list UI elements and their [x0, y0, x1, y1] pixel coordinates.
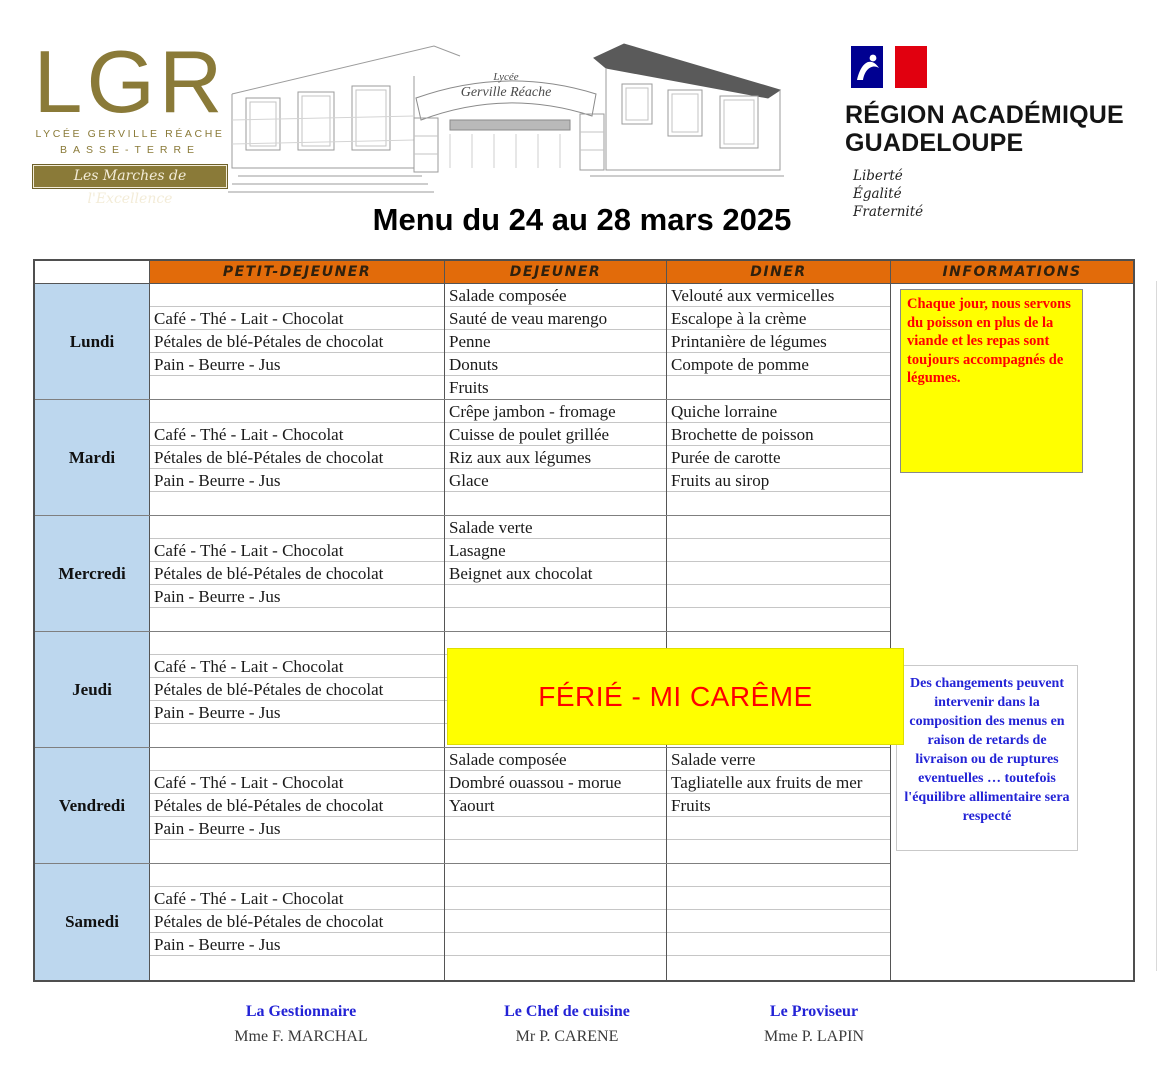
menu-item-empty: [667, 376, 890, 399]
menu-item: Pétales de blé-Pétales de chocolat: [150, 330, 444, 353]
menu-item: Salade verte: [445, 516, 666, 539]
menu-item: Pain - Beurre - Jus: [150, 817, 444, 840]
signature-name: Mr P. CARENE: [515, 1028, 619, 1045]
motto-egalite: Égalité: [853, 186, 902, 202]
menu-table: [33, 259, 1135, 982]
page-title: Menu du 24 au 28 mars 2025: [372, 202, 792, 237]
menu-item: Pain - Beurre - Jus: [150, 585, 444, 608]
menu-item: Escalope à la crème: [667, 307, 890, 330]
menu-item: Brochette de poisson: [667, 423, 890, 446]
menu-item-empty: [150, 516, 444, 539]
signature-title: La Gestionnaire: [245, 1003, 357, 1020]
menu-item-empty: [667, 608, 890, 631]
menu-item: Printanière de légumes: [667, 330, 890, 353]
header-dejeuner: DEJEUNER: [445, 261, 667, 283]
menu-item: Fruits au sirop: [667, 469, 890, 492]
menu-item-empty: [150, 492, 444, 515]
signature-name: Mme P. LAPIN: [763, 1028, 864, 1045]
breakfast-cell: [150, 632, 445, 747]
dinner-cell: [667, 400, 890, 515]
menu-item-empty: [667, 864, 890, 887]
header-diner: DINER: [667, 261, 890, 283]
lgr-school-name: LYCÉE GERVILLE RÉACHE: [35, 128, 225, 140]
menu-item-empty: [445, 585, 666, 608]
corner-cell: [35, 261, 150, 283]
menu-item: Pain - Beurre - Jus: [150, 353, 444, 376]
menu-table-left: [35, 261, 890, 980]
menu-item-empty: [445, 840, 666, 863]
menu-item-empty: [667, 562, 890, 585]
informations-column: [890, 261, 1133, 980]
academy-logo: [845, 46, 1155, 221]
menu-item-empty: [150, 864, 444, 887]
menu-item-empty: [150, 608, 444, 631]
dinner-cell: [667, 864, 890, 980]
menu-item: Riz aux aux légumes: [445, 446, 666, 469]
menu-item: Café - Thé - Lait - Chocolat: [150, 887, 444, 910]
menu-item-empty: [667, 956, 890, 979]
table-header-row: [35, 261, 890, 284]
header-petit-dejeuner: PETIT-DEJEUNER: [150, 261, 445, 283]
menu-item: Penne: [445, 330, 666, 353]
menu-item-empty: [667, 516, 890, 539]
academy-name-line1: RÉGION ACADÉMIQUE: [845, 101, 1124, 129]
menu-item-empty: [445, 933, 666, 956]
menu-item-empty: [445, 817, 666, 840]
lunch-cell: [445, 864, 667, 980]
lgr-motto-banner: Les Marches de l'Excellence: [32, 164, 228, 189]
lunch-cell: [445, 748, 667, 863]
dinner-cell: [667, 748, 890, 863]
holiday-banner: FÉRIÉ - MI CARÊME: [447, 648, 904, 745]
dinner-cell: [667, 516, 890, 631]
lunch-cell: [445, 516, 667, 631]
menu-item-empty: [445, 910, 666, 933]
menu-item-empty: [445, 864, 666, 887]
menu-item: Beignet aux chocolat: [445, 562, 666, 585]
menu-item: Salade composée: [445, 748, 666, 771]
lgr-acronym: LGR: [33, 32, 227, 131]
motto-liberte: Liberté: [853, 168, 903, 184]
day-label: Lundi: [35, 284, 150, 399]
day-label: Vendredi: [35, 748, 150, 863]
menu-item-empty: [667, 840, 890, 863]
menu-item: Glace: [445, 469, 666, 492]
day-label: Jeudi: [35, 632, 150, 747]
day-label: Samedi: [35, 864, 150, 980]
day-label: Mercredi: [35, 516, 150, 631]
menu-item-empty: [667, 887, 890, 910]
menu-item: Crêpe jambon - fromage: [445, 400, 666, 423]
menu-item: Compote de pomme: [667, 353, 890, 376]
french-flag-marianne-icon: [851, 46, 929, 88]
menu-item: Café - Thé - Lait - Chocolat: [150, 539, 444, 562]
menu-item-empty: [667, 817, 890, 840]
menu-item-empty: [445, 887, 666, 910]
menu-item: Sauté de veau marengo: [445, 307, 666, 330]
menu-item: Cuisse de poulet grillée: [445, 423, 666, 446]
signature-title: Le Chef de cuisine: [504, 1003, 630, 1020]
menu-item-empty: [150, 284, 444, 307]
menu-item: Tagliatelle aux fruits de mer: [667, 771, 890, 794]
daily-fish-note: Chaque jour, nous servons du poisson en plus de la viande et les repas sont toujours accompagnés de légumes.: [900, 289, 1083, 473]
menu-item: Purée de carotte: [667, 446, 890, 469]
menu-item-empty: [667, 933, 890, 956]
menu-item: Pétales de blé-Pétales de chocolat: [150, 678, 444, 701]
menu-item-empty: [445, 608, 666, 631]
day-row-mardi: [35, 400, 890, 516]
school-building-drawing: [228, 36, 784, 198]
signature-proviseur: [704, 1003, 924, 1046]
menu-item: Yaourt: [445, 794, 666, 817]
academy-name-line2: GUADELOUPE: [845, 129, 1024, 157]
menu-item: Dombré ouassou - morue: [445, 771, 666, 794]
menu-item: Fruits: [667, 794, 890, 817]
menu-item-empty: [150, 748, 444, 771]
menu-item: Pain - Beurre - Jus: [150, 469, 444, 492]
menu-item: Café - Thé - Lait - Chocolat: [150, 655, 444, 678]
day-label: Mardi: [35, 400, 150, 515]
menu-item: Fruits: [449, 378, 489, 397]
signature-gestionnaire: [191, 1003, 411, 1046]
menu-item-empty: [667, 585, 890, 608]
menu-item: Lasagne: [445, 539, 666, 562]
breakfast-cell: [150, 400, 445, 515]
breakfast-cell: [150, 748, 445, 863]
menu-item-empty: [150, 376, 444, 399]
menu-item: Pétales de blé-Pétales de chocolat: [150, 562, 444, 585]
menu-item: Pain - Beurre - Jus: [150, 933, 444, 956]
menu-item: Salade verre: [667, 748, 890, 771]
menu-item: Pétales de blé-Pétales de chocolat: [150, 910, 444, 933]
menu-item: Quiche lorraine: [667, 400, 890, 423]
header-informations: INFORMATIONS: [891, 261, 1133, 284]
lunch-cell: [445, 400, 667, 515]
menu-item: Salade composée: [445, 284, 666, 307]
menu-item: Café - Thé - Lait - Chocolat: [150, 423, 444, 446]
menu-item: Donuts: [445, 353, 666, 376]
menu-item: Café - Thé - Lait - Chocolat: [150, 307, 444, 330]
lgr-logo: [32, 32, 228, 207]
menu-item-empty: [150, 840, 444, 863]
building-sign-line2: Gerville Réache: [460, 85, 552, 100]
table-days: [35, 284, 890, 980]
menu-item: Pétales de blé-Pétales de chocolat: [150, 446, 444, 469]
menu-item: Pétales de blé-Pétales de chocolat: [150, 794, 444, 817]
academy-name: [845, 101, 1155, 157]
cropped-column-edge: [1156, 281, 1157, 971]
dinner-cell: [667, 284, 890, 399]
menu-item-empty: [150, 956, 444, 979]
breakfast-cell: [150, 284, 445, 399]
breakfast-cell: [150, 864, 445, 980]
menu-item: Café - Thé - Lait - Chocolat: [150, 771, 444, 794]
signature-title: Le Proviseur: [769, 1003, 859, 1020]
menu-item-empty: [445, 956, 666, 979]
building-sign-line1: Lycée: [493, 71, 519, 83]
menu-item: Velouté aux vermicelles: [667, 284, 890, 307]
menu-item-empty: [150, 400, 444, 423]
signature-name: Mme F. MARCHAL: [234, 1028, 368, 1045]
breakfast-cell: [150, 516, 445, 631]
signature-chef: [457, 1003, 677, 1046]
day-row-samedi: [35, 864, 890, 980]
menu-item-empty: [667, 539, 890, 562]
menu-item: Pain - Beurre - Jus: [150, 701, 444, 724]
menu-item-empty: [667, 910, 890, 933]
menu-item-empty: [667, 492, 890, 515]
menu-item-empty: [150, 632, 444, 655]
motto-fraternite: Fraternité: [853, 204, 924, 220]
menu-item-empty: [150, 724, 444, 747]
menu-changes-note: Des changements peuvent intervenir dans la composition des menus en raison de retards de livraison ou de ruptures eventuelles … toutefois l'équilibre allimentaire sera respecté: [896, 665, 1078, 851]
day-row-lundi: [35, 284, 890, 400]
lunch-cell: [445, 284, 667, 399]
day-row-mercredi: [35, 516, 890, 632]
menu-item-empty: [445, 492, 666, 515]
lgr-city: BASSE-TERRE: [59, 144, 201, 156]
day-row-vendredi: [35, 748, 890, 864]
